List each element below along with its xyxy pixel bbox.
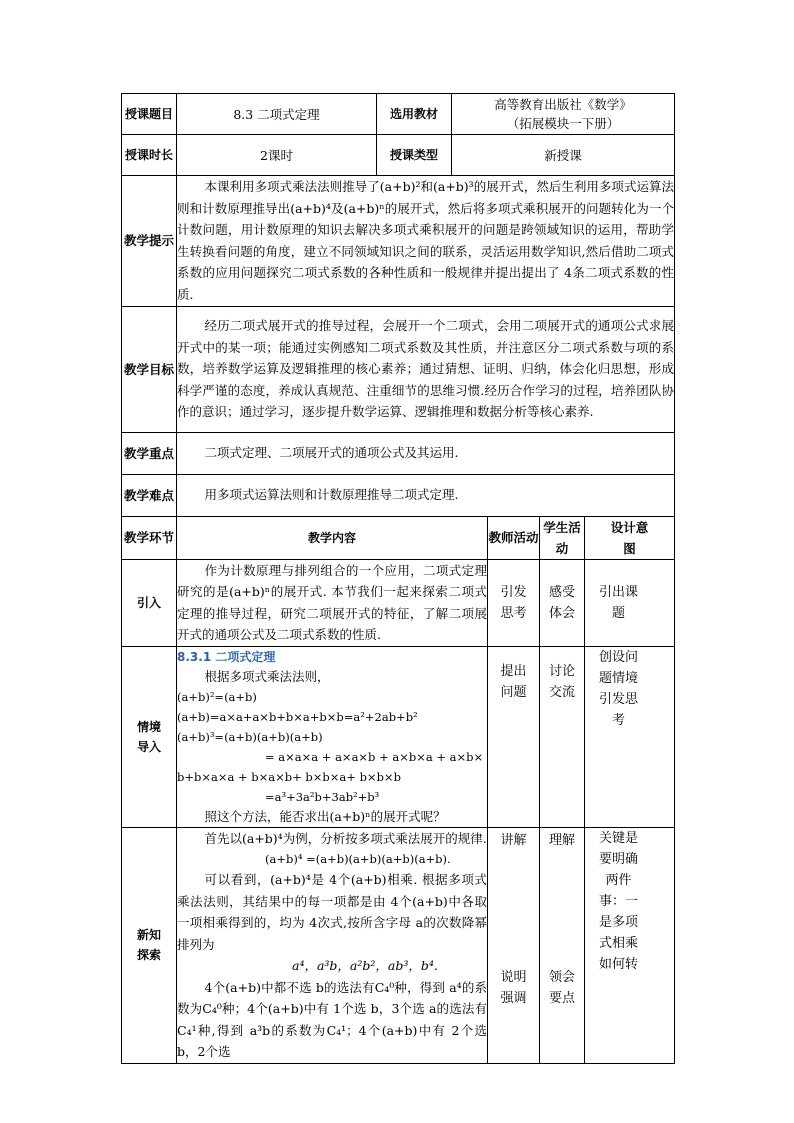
- textbook-line-1: 高等教育出版社《数学》: [494, 97, 632, 112]
- situation-line-7: 照这个方法，能否求出(a+b)ⁿ的展开式呢？: [204, 808, 446, 824]
- topic-value: 8.3 二项式定理: [177, 94, 377, 135]
- explore-student-1: 理解: [548, 832, 575, 848]
- process-header-row: [122, 516, 675, 559]
- situation-design: 创设问题情境引发思考: [585, 646, 675, 827]
- explore-student: [540, 827, 585, 1063]
- type-label: 授课类型: [377, 135, 452, 176]
- situation-row: [122, 646, 675, 827]
- explore-stage: [122, 827, 177, 1063]
- header-row-duration: [122, 135, 675, 176]
- topic-label: 授课题目: [122, 94, 177, 135]
- explore-p5: 4个(a+b)中都不选 b的选法有C₄⁰种，得到 a⁴的系数为C₄⁰种；4个(a+b)中有 1个选 b，3个选 a的选法有C₄¹种,得到 a³b的系数为C₄¹；4个(a+b)中有 2个选 b，2个选: [177, 979, 487, 1060]
- key-label: 教学重点: [122, 432, 177, 474]
- goals-row: [122, 306, 675, 432]
- explore-teacher-2: 说明强调: [500, 969, 527, 1006]
- key-text: 二项式定理、二项展开式的通项公式及其运用.: [177, 432, 675, 474]
- situation-line-3: (a+b)³=(a+b)(a+b)(a+b): [177, 729, 323, 744]
- explore-teacher: [488, 827, 540, 1063]
- design-header: 设计意图: [585, 516, 675, 559]
- textbook-line-2: （拓展模块一下册）: [506, 116, 620, 131]
- situation-line-1: 根据多项式乘法法则，: [204, 668, 330, 684]
- intro-student: 感受体会: [540, 559, 585, 646]
- explore-student-2: 领会要点: [548, 969, 575, 1006]
- explore-student-gap: [548, 851, 576, 967]
- intro-design: 引出课题: [585, 559, 675, 646]
- difficulty-row: [122, 474, 675, 516]
- difficulty-label: 教学难点: [122, 474, 177, 516]
- explore-p4: a⁴，a³b，a²b²，ab³，b⁴.: [292, 958, 438, 974]
- explore-content: [177, 827, 488, 1063]
- explore-p2: (a+b)⁴ =(a+b)(a+b)(a+b)(a+b).: [265, 852, 451, 867]
- explore-row: [122, 827, 675, 1063]
- intro-content: 作为计数原理与排列组合的一个应用，二项式定理研究的是(a+b)ⁿ的展开式. 本节我们一起来探索二项式定理的推导过程，研究二项展开式的特征，了解二项展开式的通项公式及二项式系数的性质.: [177, 559, 488, 646]
- key-row: [122, 432, 675, 474]
- explore-stage-text: 新知探索: [136, 928, 161, 963]
- content-header: 教学内容: [177, 516, 488, 559]
- situation-teacher: 提出问题: [488, 646, 540, 827]
- tips-label: 教学提示: [122, 176, 177, 307]
- lesson-plan-table: [121, 93, 675, 1064]
- situation-line-5: b+b×a×a + b×a×b+ b×b×a+ b×b×b: [177, 769, 401, 784]
- intro-teacher: 引发思考: [488, 559, 540, 646]
- teacher-header: 教师活动: [488, 516, 540, 559]
- situation-stage: [122, 646, 177, 827]
- textbook-label: 选用教材: [377, 94, 452, 135]
- goals-text: 经历二项式展开式的推导过程，会展开一个二项式，会用二项展开式的通项公式求展开式中的某一项；能通过实例感知二项式系数及其性质，并注意区分二项式系数与项的系数，培养数学运算及逻辑推理的核心素养；通过猜想、证明、归纳，体会化归思想，形成科学严谨的态度，养成认真规范、注重细节的思维习惯.经历合作学习的过程，培养团队协作的意识；通过学习，逐步提升数学运算、逻辑推理和数据分析等核心素养.: [177, 306, 675, 432]
- section-title: 8.3.1 二项式定理: [177, 649, 276, 664]
- situation-stage-text: 情境导入: [136, 719, 161, 754]
- explore-p1: 首先以(a+b)⁴为例，分析按多项式乘法展开的规律.: [204, 830, 487, 846]
- situation-line-6: =a³+3a²b+3ab²+b³: [265, 789, 380, 804]
- duration-value: 2课时: [177, 135, 377, 176]
- header-row-topic: [122, 94, 675, 135]
- stage-header: 教学环节: [122, 516, 177, 559]
- explore-teacher-gap: [496, 851, 531, 967]
- student-header: 学生活动: [540, 516, 585, 559]
- tips-text: 本课利用多项式乘法法则推导了(a+b)²和(a+b)³的展开式，然后生利用多项式运算法则和计数原理推导出(a+b)⁴及(a+b)ⁿ的展开式，然后将多项式乘积展开的问题转化为一个计数问题，用计数原理的知识去解决多项式乘积展开的问题是跨领域知识的运用，帮助学生转换看问题的角度，建立不同领域知识之间的联系，灵活运用数学知识,然后借助二项式系数的应用问题探究二项式系数的各种性质和一般规律并提出提出了 4条二项式系数的性质.: [177, 176, 675, 307]
- type-value: 新授课: [452, 135, 675, 176]
- goals-label: 教学目标: [122, 306, 177, 432]
- difficulty-text: 用多项式运算法则和计数原理推导二项式定理.: [177, 474, 675, 516]
- textbook-value: [452, 94, 675, 135]
- explore-p3: 可以看到，(a+b)⁴是 4个(a+b)相乘. 根据多项式乘法法则，其结果中的每一项都是由 4个(a+b)中各取一项相乘得到的，均为 4次式,按所含字母 a的次数降幂排列为: [177, 872, 487, 952]
- situation-line-2: (a+b)²=(a+b)(a+b)=a×a+a×b+b×a+b×b=a²+2ab+b²: [177, 689, 418, 724]
- explore-teacher-1: 讲解: [500, 832, 527, 848]
- duration-label: 授课时长: [122, 135, 177, 176]
- situation-content: [177, 646, 488, 827]
- explore-design: 关键是要明确两件事：一是多项式相乘如何转: [585, 827, 675, 1063]
- intro-row: [122, 559, 675, 646]
- tips-row: [122, 176, 675, 307]
- intro-stage: 引入: [122, 559, 177, 646]
- situation-student: 讨论交流: [540, 646, 585, 827]
- situation-line-4: = a×a×a + a×a×b + a×b×a + a×b×: [265, 749, 484, 764]
